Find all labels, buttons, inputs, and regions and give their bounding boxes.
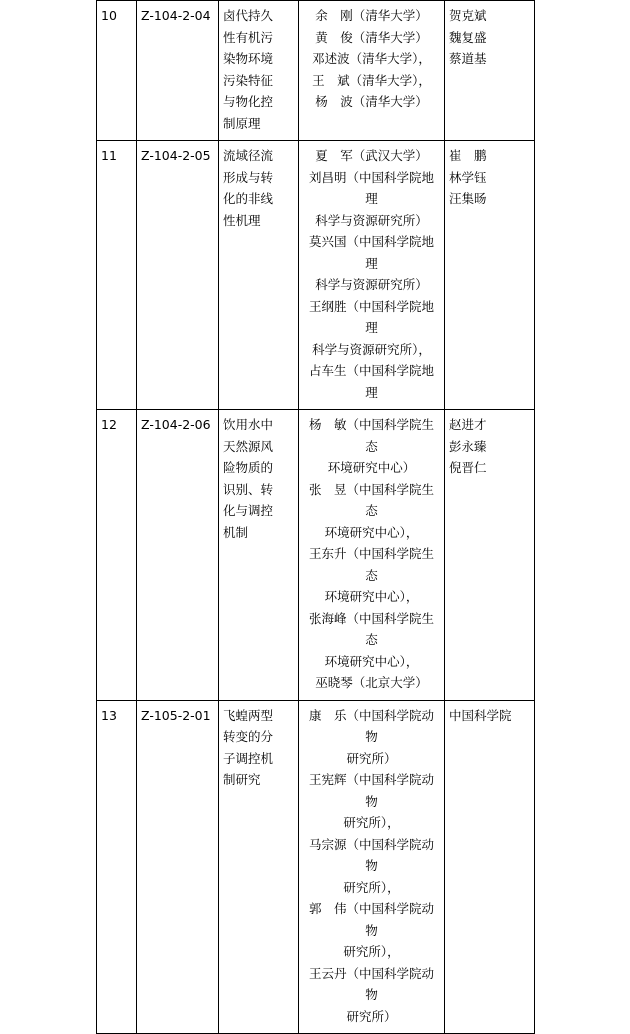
contributor-line: 科学与资源研究所） [315, 277, 428, 292]
row-number: 13 [101, 707, 117, 723]
contributor-line: 占车生（中国科学院地理 [308, 363, 434, 400]
row-number: 11 [101, 148, 117, 163]
contributor-line: 余 刚（清华大学） [315, 8, 428, 23]
contributor-line: 王宪辉（中国科学院动物 [308, 772, 434, 809]
table-row [97, 410, 535, 701]
contributor-line: 研究所）， [343, 815, 400, 830]
contributor-line: 黄 俊（清华大学） [315, 29, 428, 45]
row-number-cell [97, 700, 137, 1034]
title-line: 性机理 [223, 212, 261, 228]
contributor-line: 刘昌明（中国科学院地理 [308, 169, 434, 206]
project-code: Z-104-2-06 [141, 417, 211, 432]
table-row [97, 1, 535, 141]
title-line: 流域径流 [223, 148, 274, 163]
contributor-line: 康 乐（中国科学院动物 [308, 707, 434, 744]
title-line: 飞蝗两型 [223, 707, 274, 723]
recommender-line: 中国科学院 [449, 707, 512, 723]
contributor-line: 科学与资源研究所）， [312, 341, 431, 357]
row-number: 10 [101, 8, 117, 23]
title-line: 饮用水中 [223, 417, 274, 432]
title-line: 化与调控 [223, 503, 274, 518]
title-line: 制原理 [223, 115, 261, 131]
contributor-line: 王 斌（清华大学）， [312, 72, 431, 88]
recommender-line: 林学钰 [449, 169, 487, 185]
contributors-cell [299, 1, 445, 141]
contributor-line: 研究所） [346, 1008, 397, 1024]
title-line: 险物质的 [223, 460, 274, 475]
recommender-line: 魏复盛 [449, 29, 487, 45]
row-number-cell [97, 410, 137, 701]
project-code: Z-105-2-01 [141, 707, 211, 723]
title-line: 卤代持久 [223, 8, 274, 23]
title-line: 化的非线 [223, 191, 274, 206]
contributor-line: 巫晓琴（北京大学） [315, 675, 428, 690]
recommender-line: 蔡道基 [449, 51, 487, 66]
row-number-cell [97, 1, 137, 141]
contributor-line: 王东升（中国科学院生态 [308, 546, 434, 583]
recommender-line: 彭永臻 [449, 438, 487, 454]
contributor-line: 环境研究中心）， [324, 589, 419, 604]
title-line: 机制 [223, 524, 249, 540]
title-line: 与物化控 [223, 94, 274, 109]
contributor-line: 杨 波（清华大学） [315, 94, 428, 109]
project-code: Z-104-2-05 [141, 148, 211, 163]
title-line: 子调控机 [223, 750, 274, 766]
project-title-cell [219, 141, 299, 410]
recommender-line: 贺克斌 [449, 8, 487, 23]
contributor-line: 莫兴国（中国科学院地理 [308, 234, 434, 271]
recommenders-cell [445, 1, 535, 141]
title-line: 制研究 [223, 772, 261, 787]
contributors-cell [299, 700, 445, 1034]
title-line: 污染特征 [223, 72, 274, 88]
project-code-cell [137, 141, 219, 410]
contributor-line: 环境研究中心） [327, 460, 416, 475]
title-line: 天然源风 [223, 438, 274, 454]
contributor-line: 环境研究中心）， [324, 524, 419, 540]
title-line: 转变的分 [223, 729, 274, 744]
contributor-line: 王纲胜（中国科学院地理 [308, 298, 434, 335]
contributor-line: 科学与资源研究所） [315, 212, 428, 228]
recommender-line: 赵进才 [449, 417, 487, 432]
project-code-cell [137, 410, 219, 701]
contributor-line: 研究所）， [343, 944, 400, 959]
row-number-cell [97, 141, 137, 410]
contributor-line: 研究所）， [343, 879, 400, 895]
table-row [97, 141, 535, 410]
title-line: 性有机污 [223, 29, 274, 45]
recommender-line: 倪晋仁 [449, 460, 487, 475]
project-title-cell [219, 1, 299, 141]
contributors-cell [299, 141, 445, 410]
row-number: 12 [101, 417, 117, 432]
title-line: 形成与转 [223, 169, 274, 185]
title-line: 识别、转 [223, 481, 274, 497]
contributor-line: 马宗源（中国科学院动物 [308, 836, 434, 873]
table-row [97, 700, 535, 1034]
contributors-cell [299, 410, 445, 701]
contributor-line: 郭 伟（中国科学院动物 [308, 901, 434, 938]
project-code: Z-104-2-04 [141, 8, 211, 23]
contributor-line: 王云丹（中国科学院动物 [308, 965, 434, 1002]
contributor-line: 张 昱（中国科学院生态 [308, 481, 434, 518]
contributor-line: 夏 军（武汉大学） [315, 148, 428, 163]
recommenders-cell [445, 410, 535, 701]
project-code-cell [137, 700, 219, 1034]
award-projects-table [96, 0, 535, 1034]
contributor-line: 杨 敏（中国科学院生态 [308, 417, 434, 454]
project-title-cell [219, 700, 299, 1034]
contributor-line: 邓述波（清华大学）， [312, 51, 431, 66]
contributor-line: 研究所） [346, 750, 397, 766]
recommenders-cell [445, 700, 535, 1034]
title-line: 染物环境 [223, 51, 274, 66]
contributor-line: 张海峰（中国科学院生态 [308, 610, 434, 647]
contributor-line: 环境研究中心）， [324, 653, 419, 669]
project-title-cell [219, 410, 299, 701]
recommender-line: 汪集旸 [449, 191, 487, 206]
recommender-line: 崔 鹏 [449, 148, 487, 163]
recommenders-cell [445, 141, 535, 410]
project-code-cell [137, 1, 219, 141]
